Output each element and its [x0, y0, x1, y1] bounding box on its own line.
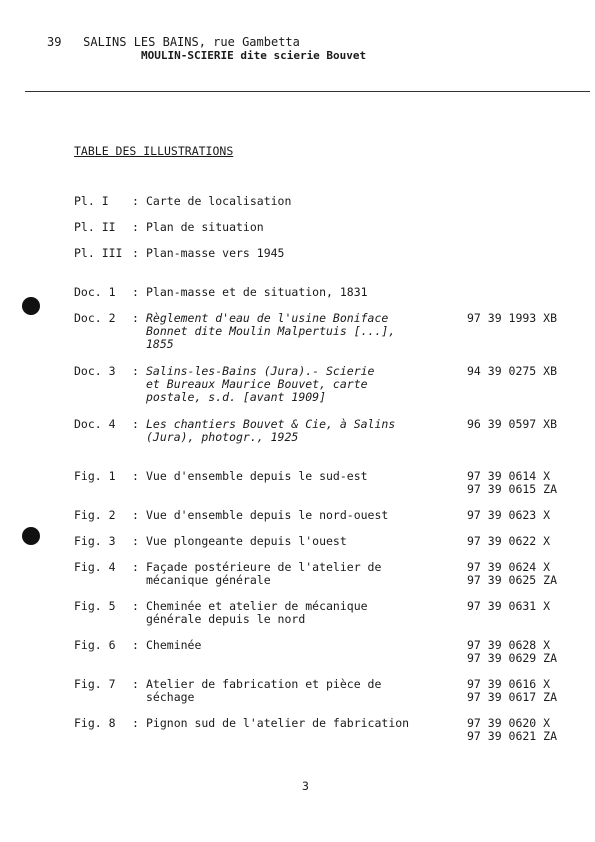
entry-separator: : — [132, 508, 139, 522]
photo-code: 96 39 0597 XB — [467, 417, 558, 431]
entry-photo-codes — [467, 509, 550, 522]
entry-reference: Pl. I — [74, 194, 109, 208]
entry-separator: : — [132, 534, 139, 548]
entry-photo-codes — [467, 535, 550, 548]
entry-photo-codes — [467, 365, 557, 378]
entry-photo-codes — [467, 561, 557, 587]
entry-description — [146, 509, 396, 522]
entry-description — [146, 418, 396, 444]
entry-description-line: Vue d'ensemble depuis le nord-ouest — [146, 508, 389, 522]
header-divider — [25, 91, 590, 92]
entry-description-line: Les chantiers Bouvet & Cie, à Salins — [146, 417, 396, 431]
entry-description — [146, 600, 396, 626]
entry-description-line: séchage — [146, 690, 195, 704]
entry-description-line: Règlement d'eau de l'usine Boniface — [146, 311, 389, 325]
photo-code: 97 39 0624 X — [467, 560, 551, 574]
entry-description-line: Vue d'ensemble depuis le sud-est — [146, 469, 368, 483]
entry-description — [146, 639, 396, 652]
photo-code: 97 39 0616 X — [467, 677, 551, 691]
entry-photo-codes — [467, 418, 557, 431]
entry-description — [146, 195, 396, 208]
header-location: 39 SALINS LES BAINS, rue Gambetta — [47, 35, 300, 49]
entry-separator: : — [132, 417, 139, 431]
entry-description — [146, 312, 396, 351]
photo-code: 97 39 0628 X — [467, 638, 551, 652]
entry-separator: : — [132, 716, 139, 730]
entry-reference: Fig. 7 — [74, 677, 116, 691]
entry-description — [146, 535, 396, 548]
entry-description-line: Plan-masse vers 1945 — [146, 246, 285, 260]
entry-separator: : — [132, 194, 139, 208]
entry-photo-codes — [467, 470, 557, 496]
photo-code: 97 39 0625 ZA — [467, 573, 558, 587]
entry-photo-codes — [467, 678, 557, 704]
entry-description — [146, 561, 396, 587]
photo-code: 97 39 1993 XB — [467, 311, 558, 325]
entry-description — [146, 716, 410, 730]
entry-reference: Doc. 4 — [74, 417, 116, 431]
photo-code: 97 39 0614 X — [467, 469, 551, 483]
entry-description-line: mécanique générale — [146, 573, 271, 587]
entry-reference: Fig. 3 — [74, 534, 116, 548]
entry-description — [146, 365, 396, 404]
entry-separator: : — [132, 285, 139, 299]
entry-description-line: Façade postérieure de l'atelier de — [146, 560, 382, 574]
photo-code: 97 39 0621 ZA — [467, 729, 558, 743]
entry-reference: Fig. 8 — [74, 716, 116, 730]
entry-description-line: Bonnet dite Moulin Malpertuis [...], — [146, 324, 396, 338]
entry-description-line: Pignon sud de l'atelier de fabrication — [146, 716, 410, 730]
photo-code: 94 39 0275 XB — [467, 364, 558, 378]
entry-separator: : — [132, 560, 139, 574]
photo-code: 97 39 0631 X — [467, 599, 551, 613]
binder-hole-top — [22, 297, 40, 315]
entry-description — [146, 247, 396, 260]
entry-description-line: et Bureaux Maurice Bouvet, carte — [146, 377, 368, 391]
entry-description — [146, 286, 396, 299]
entry-reference: Fig. 4 — [74, 560, 116, 574]
entry-description-line: Cheminée — [146, 638, 202, 652]
entry-reference: Fig. 5 — [74, 599, 116, 613]
entry-description-line: Atelier de fabrication et pièce de — [146, 677, 382, 691]
photo-code: 97 39 0623 X — [467, 508, 551, 522]
entry-description-line: (Jura), photogr., 1925 — [146, 430, 299, 444]
binder-hole-bottom — [22, 527, 40, 545]
entry-description-line: Plan-masse et de situation, 1831 — [146, 285, 368, 299]
page-number: 3 — [302, 779, 309, 793]
entry-separator: : — [132, 469, 139, 483]
entry-separator: : — [132, 599, 139, 613]
entry-reference: Fig. 1 — [74, 469, 116, 483]
entry-separator: : — [132, 364, 139, 378]
entry-photo-codes — [467, 312, 557, 325]
entry-description — [146, 221, 396, 234]
entry-description-line: postale, s.d. [avant 1909] — [146, 390, 327, 404]
photo-code: 97 39 0622 X — [467, 534, 551, 548]
entry-separator: : — [132, 677, 139, 691]
entry-separator: : — [132, 311, 139, 325]
entry-description-line: Plan de situation — [146, 220, 264, 234]
entry-description-line: Salins-les-Bains (Jura).- Scierie — [146, 364, 375, 378]
entry-description — [146, 678, 396, 704]
entry-reference: Doc. 2 — [74, 311, 116, 325]
entry-photo-codes — [467, 717, 557, 743]
entry-description-line: Vue plongeante depuis l'ouest — [146, 534, 347, 548]
photo-code: 97 39 0617 ZA — [467, 690, 558, 704]
entry-description — [146, 470, 396, 483]
entry-reference: Doc. 1 — [74, 285, 116, 299]
entry-separator: : — [132, 246, 139, 260]
entry-photo-codes — [467, 600, 550, 613]
entry-separator: : — [132, 220, 139, 234]
entry-photo-codes — [467, 639, 557, 665]
entry-description-line: générale depuis le nord — [146, 612, 306, 626]
entry-reference: Fig. 6 — [74, 638, 116, 652]
entry-reference: Fig. 2 — [74, 508, 116, 522]
entry-reference: Pl. III — [74, 246, 123, 260]
photo-code: 97 39 0629 ZA — [467, 651, 558, 665]
entry-separator: : — [132, 638, 139, 652]
entry-description-line: 1855 — [146, 337, 174, 351]
entry-reference: Pl. II — [74, 220, 116, 234]
photo-code: 97 39 0615 ZA — [467, 482, 558, 496]
entry-description-line: Carte de localisation — [146, 194, 292, 208]
header-building-title: MOULIN-SCIERIE dite scierie Bouvet — [141, 49, 367, 62]
table-of-illustrations-title: TABLE DES ILLUSTRATIONS — [74, 144, 234, 158]
entry-description-line: Cheminée et atelier de mécanique — [146, 599, 368, 613]
photo-code: 97 39 0620 X — [467, 716, 551, 730]
entry-reference: Doc. 3 — [74, 364, 116, 378]
